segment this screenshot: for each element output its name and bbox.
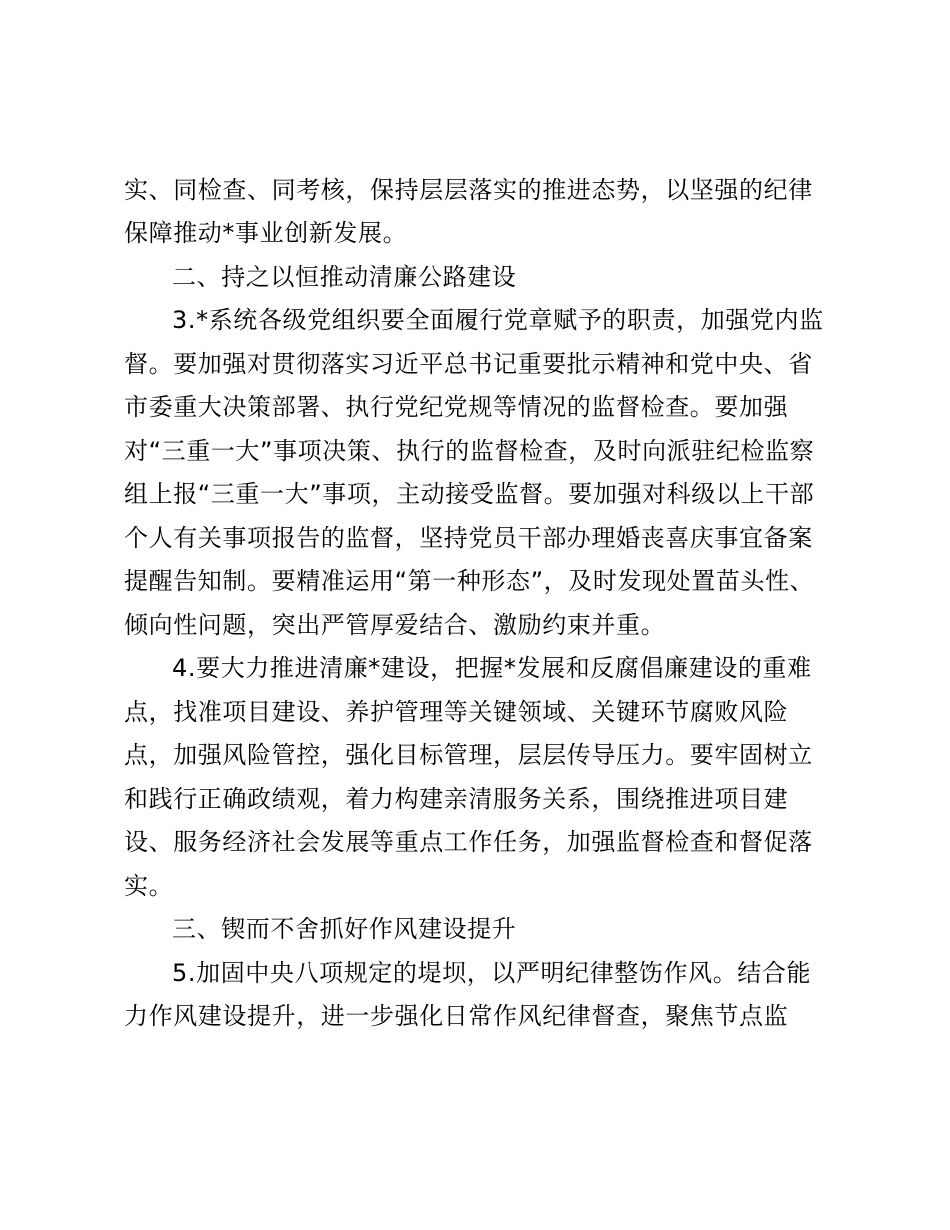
- section-heading-3: 三、锲而不舍抓好作风建设提升: [172, 915, 517, 943]
- text-line-10: 倾向性问题，突出严管厚爱结合、激励约束并重。: [124, 611, 666, 639]
- text-line-12: 点，找准项目建设、养护管理等关键领域、关键环节腐败风险: [124, 698, 789, 726]
- text-line-17: 5.加固中央八项规定的堤坝，以严明纪律整饬作风。结合能: [172, 959, 812, 987]
- text-line-16: 实。: [124, 872, 174, 900]
- text-line-14: 和践行正确政绩观，着力构建亲清服务关系，围绕推进项目建: [124, 785, 789, 813]
- text-line-18: 力作风建设提升，进一步强化日常作风纪律督查，聚焦节点监: [124, 1002, 789, 1030]
- section-heading-2: 二、持之以恒推动清廉公路建设: [172, 263, 517, 291]
- text-line-13: 点，加强风险管控，强化目标管理，层层传导压力。要牢固树立: [124, 741, 813, 769]
- text-line-11: 4.要大力推进清廉*建设，把握*发展和反腐倡廉建设的重难: [172, 654, 812, 682]
- text-line-7: 组上报“三重一大”事项，主动接受监督。要加强对科级以上干部: [124, 480, 815, 508]
- text-line-5: 市委重大决策部署、执行党纪党规等情况的监督检查。要加强: [124, 393, 789, 421]
- text-line-6: 对“三重一大”事项决策、执行的监督检查，及时向派驻纪检监察: [124, 437, 815, 465]
- text-line-1: 实、同检查、同考核，保持层层落实的推进态势，以坚强的纪律: [124, 176, 813, 204]
- text-line-3: 3.*系统各级党组织要全面履行党章赋予的职责，加强党内监: [172, 306, 824, 334]
- text-line-2: 保障推动*事业创新发展。: [124, 219, 408, 247]
- text-line-9: 提醒告知制。要精准运用“第一种形态”，及时发现处置苗头性、: [124, 567, 815, 595]
- text-line-15: 设、服务经济社会发展等重点工作任务，加强监督检查和督促落: [124, 828, 813, 856]
- text-line-8: 个人有关事项报告的监督，坚持党员干部办理婚丧喜庆事宜备案: [124, 524, 813, 552]
- text-line-4: 督。要加强对贯彻落实习近平总书记重要批示精神和党中央、省: [124, 350, 813, 378]
